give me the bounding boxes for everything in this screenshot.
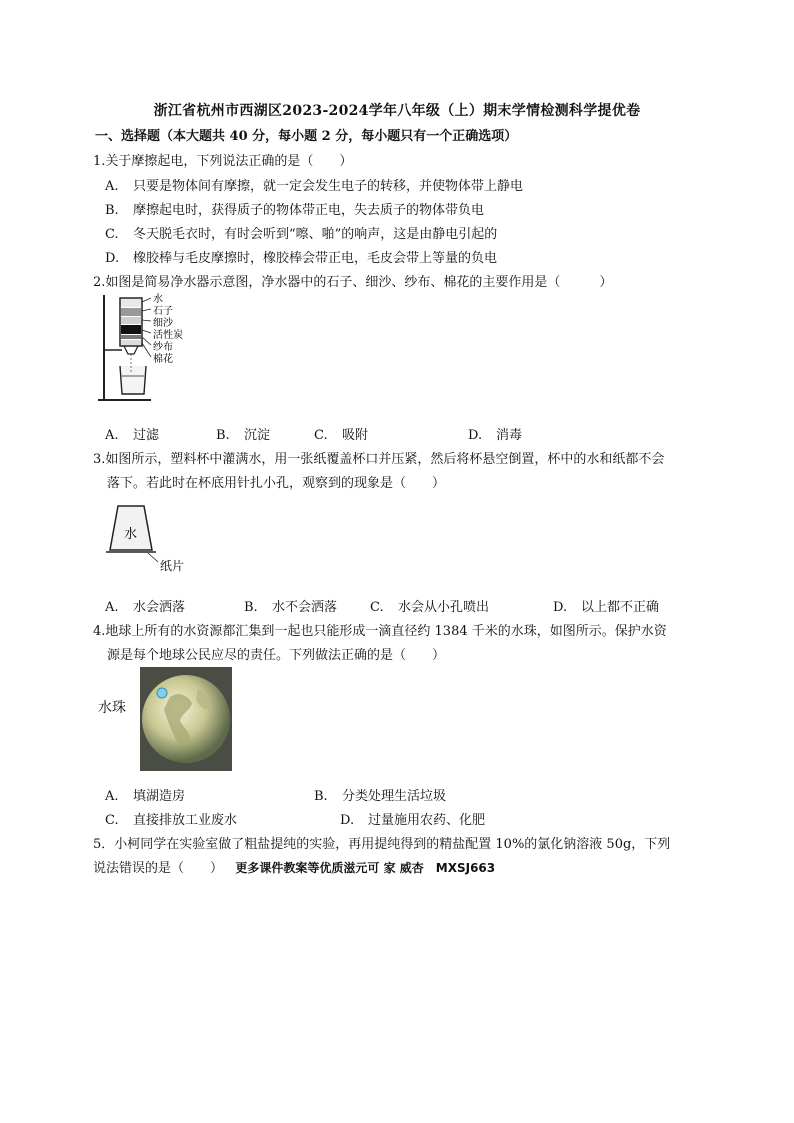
q4-option-c[interactable] <box>105 809 237 828</box>
option-letter: A. <box>105 600 119 615</box>
option-letter: D. <box>468 428 483 443</box>
question-5-stem-1: 5．小柯同学在实验室做了粗盐提纯的实验，再用提纯得到的精盐配置 10%的氯化钠溶液 50g，下列 <box>93 837 671 852</box>
question-5-stem-2 <box>93 857 495 876</box>
question-4-stem-2: 源是每个地球公民应尽的责任。下列做法正确的是（ ） <box>107 648 446 663</box>
question-4-stem-1: 4.地球上所有的水资源都汇集到一起也只能形成一滴直径约 1384 千米的水珠，如图所示。保护水资 <box>93 624 667 639</box>
section-heading: 一、选择题（本大题共 40 分，每小题 2 分，每小题只有一个正确选项） <box>95 129 518 144</box>
option-text: 填湖造房 <box>133 789 186 804</box>
promo-text: 更多课件教案等优质滋元可 家 威杏 MXSJ663 <box>235 861 496 875</box>
option-text: 冬天脱毛衣时，有时会听到“嚓、啪”的响声，这是由静电引起的 <box>133 227 498 242</box>
figure-label: 细沙 <box>153 318 173 329</box>
question-3-stem-2: 落下。若此时在杯底用针扎小孔，观察到的现象是（ ） <box>107 476 446 491</box>
option-text: 水会从小孔喷出 <box>398 600 490 615</box>
figure-label: 石子 <box>153 306 173 317</box>
q3-option-b[interactable] <box>244 596 337 615</box>
water-drop-label: 水珠 <box>98 700 126 716</box>
question-2-stem: 2.如图是简易净水器示意图，净水器中的石子、细沙、纱布、棉花的主要作用是（ ） <box>93 275 613 290</box>
option-text: 水不会洒落 <box>272 600 338 615</box>
page-title: 浙江省杭州市西湖区2023-2024学年八年级（上）期末学情检测科学提优卷 <box>153 103 641 119</box>
water-purifier-figure <box>96 290 206 405</box>
option-letter: C. <box>370 600 384 615</box>
q3-option-d[interactable] <box>553 596 659 615</box>
q2-option-a[interactable] <box>105 424 159 443</box>
option-letter: C. <box>314 428 328 443</box>
option-letter: A. <box>105 179 119 194</box>
option-letter: D. <box>340 813 355 828</box>
option-text: 过量施用农药、化肥 <box>368 813 486 828</box>
option-letter: D. <box>105 251 120 266</box>
q3-option-c[interactable] <box>370 596 489 615</box>
option-text: 过滤 <box>133 428 160 443</box>
q1-option-d[interactable] <box>105 247 497 266</box>
option-text: 分类处理生活垃圾 <box>342 789 447 804</box>
option-text: 水会洒落 <box>133 600 186 615</box>
option-text: 以上都不正确 <box>581 600 660 615</box>
option-letter: D. <box>553 600 568 615</box>
option-letter: B. <box>314 789 328 804</box>
q2-option-d[interactable] <box>468 424 522 443</box>
option-text: 只要是物体间有摩擦，就一定会发生电子的转移，并使物体带上静电 <box>133 179 524 194</box>
q3-option-a[interactable] <box>105 596 185 615</box>
option-letter: B. <box>105 203 119 218</box>
option-text: 沉淀 <box>244 428 271 443</box>
figure-label: 纸片 <box>160 559 185 573</box>
q4-option-b[interactable] <box>314 785 446 804</box>
figure-label: 棉花 <box>153 354 173 365</box>
q4-option-a[interactable] <box>105 785 185 804</box>
inverted-cup-figure <box>100 500 200 580</box>
q2-option-b[interactable] <box>216 424 270 443</box>
q1-option-c[interactable] <box>105 223 497 242</box>
option-text: 消毒 <box>496 428 523 443</box>
option-letter: A. <box>105 789 119 804</box>
earth-water-drop-figure <box>140 667 232 771</box>
option-text: 橡胶棒与毛皮摩擦时，橡胶棒会带正电，毛皮会带上等量的负电 <box>133 251 498 266</box>
option-text: 摩擦起电时，获得质子的物体带正电，失去质子的物体带负电 <box>133 203 485 218</box>
question-3-stem-1: 3.如图所示，塑料杯中灌满水，用一张纸覆盖杯口并压紧，然后将杯悬空倒置，杯中的水和纸都不会 <box>93 452 665 467</box>
q4-option-d[interactable] <box>340 809 485 828</box>
option-text: 直接排放工业废水 <box>133 813 238 828</box>
question-5-stem-2-text: 说法错误的是（ ） <box>93 861 224 876</box>
option-letter: C. <box>105 813 119 828</box>
figure-label: 水 <box>124 527 138 542</box>
figure-label: 水 <box>153 294 163 305</box>
q1-option-b[interactable] <box>105 199 484 218</box>
figure-label: 活性炭 <box>153 330 183 341</box>
q2-option-c[interactable] <box>314 424 368 443</box>
figure-label: 纱布 <box>153 342 173 353</box>
option-text: 吸附 <box>342 428 369 443</box>
option-letter: A. <box>105 428 119 443</box>
option-letter: C. <box>105 227 119 242</box>
q1-option-a[interactable] <box>105 175 523 194</box>
option-letter: B. <box>216 428 230 443</box>
question-1-stem: 1.关于摩擦起电，下列说法正确的是（ ） <box>93 154 353 169</box>
option-letter: B. <box>244 600 258 615</box>
